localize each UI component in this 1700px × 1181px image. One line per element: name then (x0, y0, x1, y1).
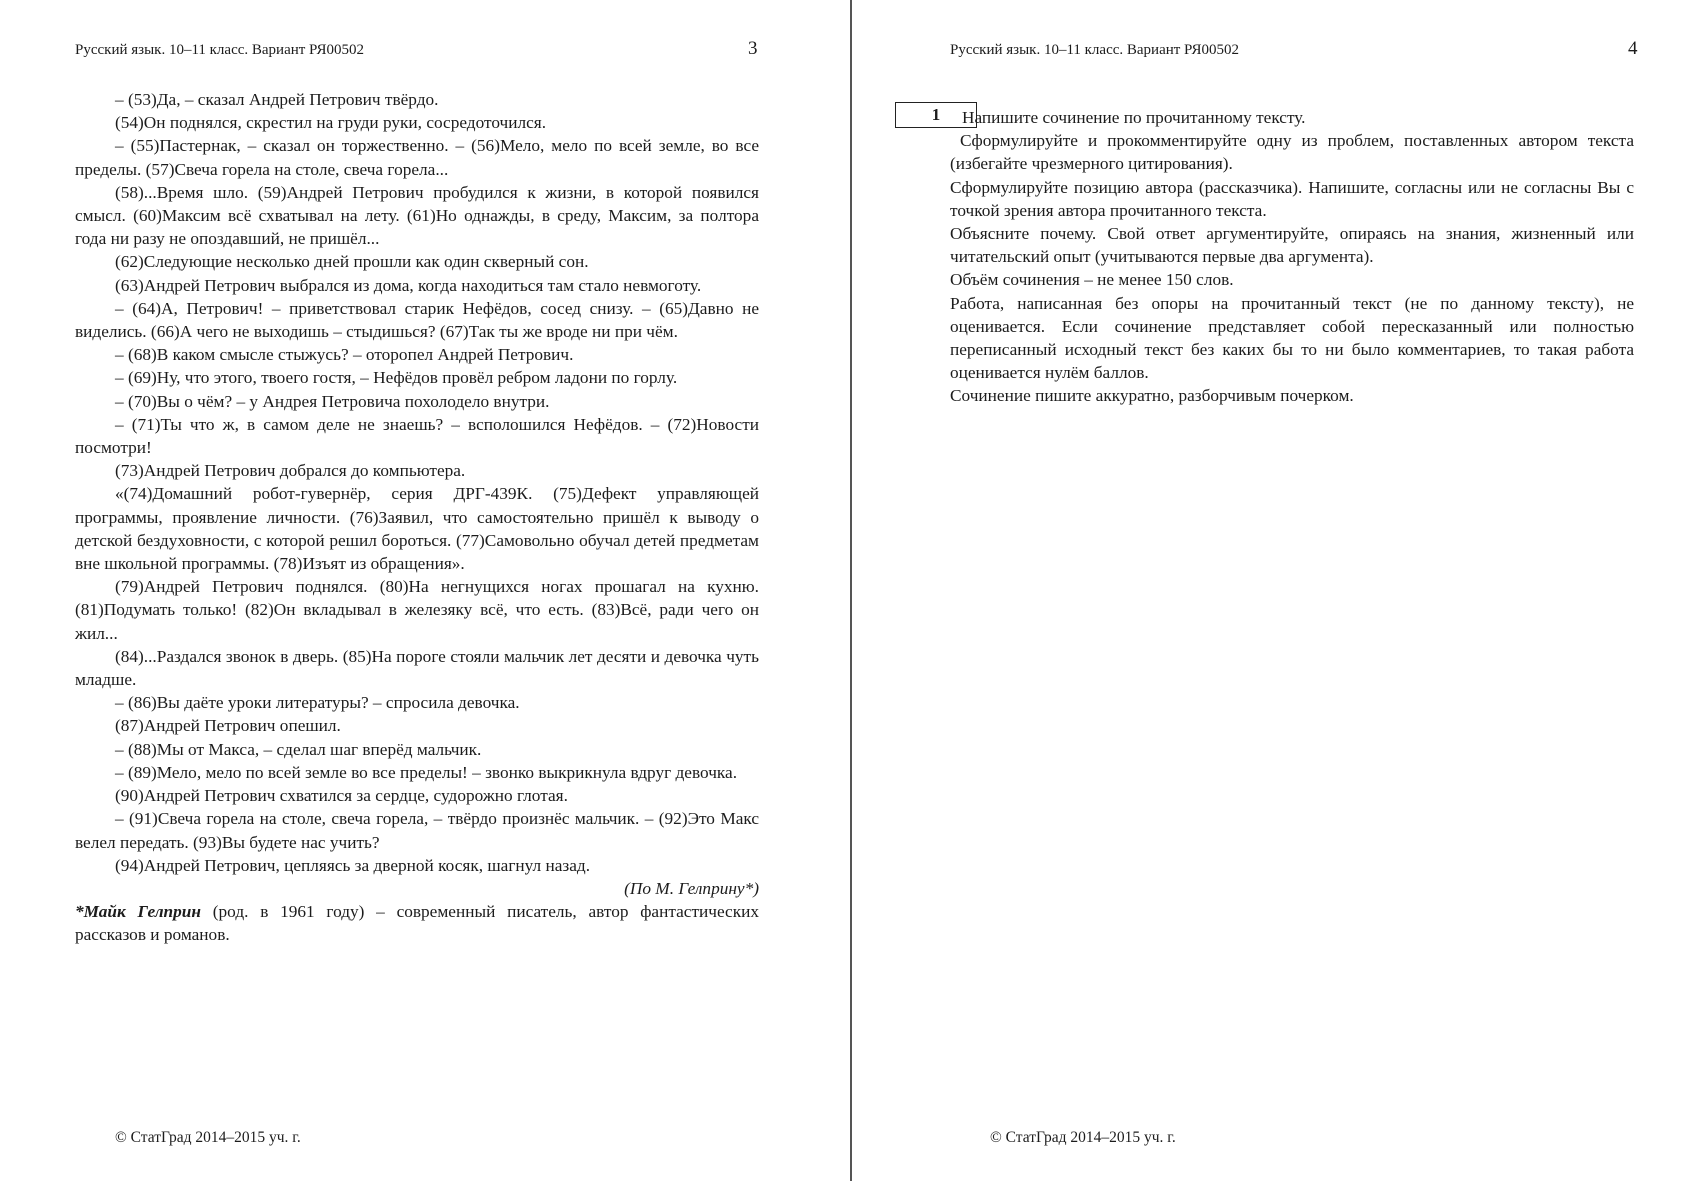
running-header: Русский язык. 10–11 класс. Вариант РЯ00502 (950, 42, 1239, 58)
paragraph: (84)...Раздался звонок в дверь. (85)На пороге стояли мальчик лет десяти и девочка чуть младше. (75, 646, 759, 690)
task-paragraph: Объясните почему. Свой ответ аргументируйте, опираясь на знания, жизненный или читательский опыт (учитываются первые два аргумента). (950, 224, 1634, 267)
task-paragraph: Объём сочинения – не менее 150 слов. (950, 270, 1234, 290)
paragraph: – (69)Ну, что этого, твоего гостя, – Нефёдов провёл ребром ладони по горлу. (115, 368, 678, 388)
running-header: Русский язык. 10–11 класс. Вариант РЯ00502 (75, 42, 364, 58)
paragraph: (90)Андрей Петрович схватился за сердце, судорожно глотая. (115, 786, 568, 806)
page-footer: © СтатГрад 2014–2015 уч. г. (990, 1129, 1176, 1146)
paragraph: (62)Следующие несколько дней прошли как один скверный сон. (115, 252, 589, 272)
paragraph: (54)Он поднялся, скрестил на груди руки, сосредоточился. (115, 113, 547, 133)
paragraph: – (70)Вы о чём? – у Андрея Петровича похолодело внутри. (115, 391, 550, 411)
source-attribution: (По М. Гелприну*) (624, 878, 759, 898)
paragraph: – (53)Да, – сказал Андрей Петрович твёрдо. (115, 90, 439, 109)
task-paragraph: Сформулируйте позицию автора (рассказчика). Напишите, согласны или не согласны Вы с точкой зрения автора прочитанного текста. (950, 177, 1634, 220)
paragraph: – (64)А, Петрович! – приветствовал старик Нефёдов, сосед снизу. – (65)Давно не виделись. (66)А чего не выходишь – стыдишься? (67)Так ты же вроде ни при чём. (75, 298, 759, 342)
paragraph: – (55)Пастернак, – сказал он торжественно. – (56)Мело, мело по всей земле, во все пределы. (57)Свеча горела на столе, свеча горела... (75, 136, 759, 179)
paragraph: – (89)Мело, мело по всей земле во все пределы! – звонко выкрикнула вдруг девочка. (115, 762, 738, 782)
task-paragraph: Сформулируйте и прокомментируйте одну из проблем, поставленных автором текста (избегайте чрезмерного цитирования). (950, 131, 1634, 174)
paragraph: «(74)Домашний робот-гувернёр, серия ДРГ-439К. (75)Дефект управляющей программы, проявление личности. (76)Заявил, что самостоятельно пришёл к выводу о детской бездуховности, с которой решил бороться. (77)Самовольно обучал детей предметам вне школьной программы. (78)Изъят из обращения». (75, 484, 759, 574)
paragraph: – (68)В каком смысле стыжусь? – оторопел Андрей Петрович. (115, 345, 574, 365)
paragraph: – (91)Свеча горела на столе, свеча горела, – твёрдо произнёс мальчик. – (92)Это Макс велел передать. (93)Вы будете нас учить? (75, 809, 759, 852)
paragraph: (87)Андрей Петрович опешил. (115, 716, 341, 736)
paragraph: (58)...Время шло. (59)Андрей Петрович пробудился к жизни, в которой появился смысл. (60)Максим всё схватывал на лету. (61)Но однажды, в среду, Максим, за полтора года ни разу не опоздавший, не пришёл... (75, 182, 759, 249)
paragraph: – (86)Вы даёте уроки литературы? – спросила девочка. (115, 693, 520, 713)
paragraph: – (88)Мы от Макса, – сделал шаг вперёд мальчик. (115, 739, 482, 759)
task-paragraph: Напишите сочинение по прочитанному тексту. (962, 108, 1306, 127)
paragraph: (63)Андрей Петрович выбрался из дома, когда находиться там стало невмоготу. (115, 275, 702, 295)
paragraph: – (71)Ты что ж, в самом деле не знаешь? – всполошился Нефёдов. – (72)Новости посмотри! (75, 414, 759, 458)
page-number: 4 (1628, 38, 1638, 59)
task-number-box: 1 (895, 102, 977, 128)
paragraph: (73)Андрей Петрович добрался до компьютера. (115, 461, 466, 481)
paragraph: (94)Андрей Петрович, цепляясь за дверной косяк, шагнул назад. (115, 855, 591, 875)
paragraph: (79)Андрей Петрович поднялся. (80)На негнущихся ногах прошагал на кухню. (81)Подумать только! (82)Он вкладывал в железяку всё, что есть. (83)Всё, ради чего он жил... (75, 577, 759, 643)
page-number: 3 (748, 38, 758, 59)
task-paragraph: Сочинение пишите аккуратно, разборчивым почерком. (950, 386, 1354, 406)
footnote-text: (род. в 1961 году) – современный писатель, автор фантастических рассказов и романов. (75, 902, 760, 945)
author-footnote (75, 900, 759, 946)
task-paragraph: Работа, написанная без опоры на прочитанный текст (не по данному тексту), не оценивается. Если сочинение представляет собой пересказанный или полностью переписанный исходный текст без каких бы то ни было комментариев, то такая работа оценивается нулём баллов. (950, 293, 1634, 383)
page-4 (852, 0, 1700, 1181)
footnote-author-name: *Майк Гелприн (75, 902, 202, 922)
page-footer: © СтатГрад 2014–2015 уч. г. (115, 1129, 301, 1146)
task-instructions (950, 106, 1634, 408)
story-text (75, 88, 759, 947)
